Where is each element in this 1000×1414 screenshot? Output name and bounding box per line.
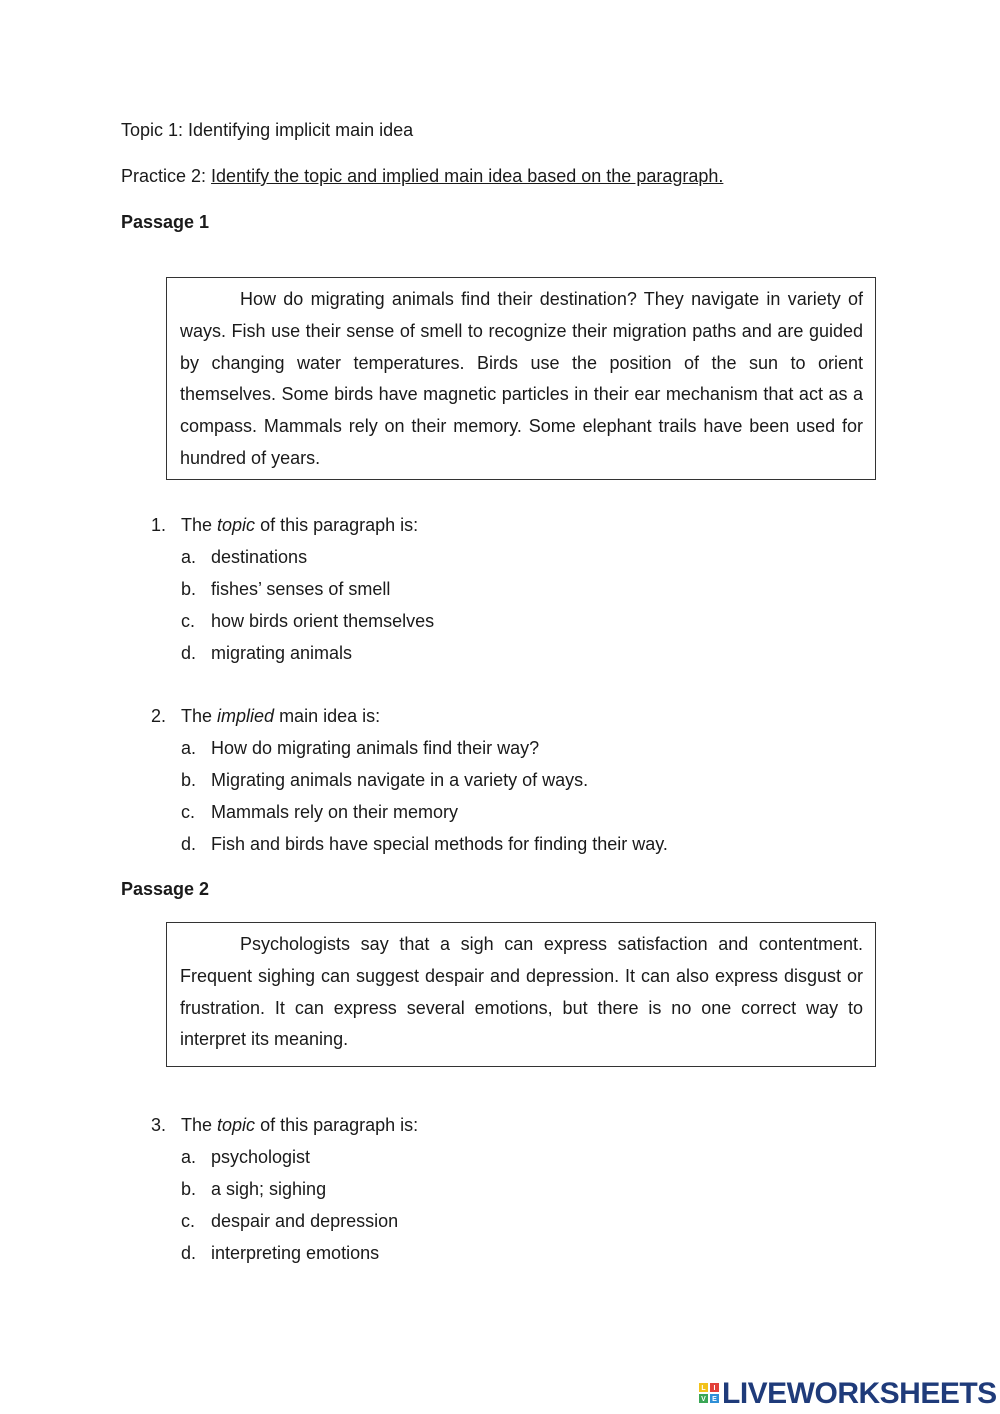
passage-1-box xyxy=(166,277,876,480)
svg-text:E: E xyxy=(712,1396,717,1403)
option-letter: a. xyxy=(181,1147,197,1167)
option-letter: c. xyxy=(181,611,196,631)
practice-instruction: Identify the topic and implied main idea based on the paragraph. xyxy=(211,166,724,186)
option-text: interpreting emotions xyxy=(211,1243,380,1263)
svg-text:I: I xyxy=(713,1385,716,1392)
option-letter: c. xyxy=(181,802,196,822)
option-text: despair and depression xyxy=(211,1211,399,1231)
option-letter: d. xyxy=(181,1243,197,1263)
option-text: how birds orient themselves xyxy=(211,611,435,631)
option-letter: d. xyxy=(181,834,197,854)
question-number: 2. xyxy=(151,706,167,726)
passage-1-text: How do migrating animals find their destination? They navigate in variety of ways. Fish use their sense of smell to recognize their migration paths and are guided by changing water temperatures. Birds use the position of the sun to orient themselves. Some birds have magnetic particles in their ear mechanism that act as a compass. Mammals rely on their memory. Some elephant trails have been used for hundred of years. xyxy=(180,289,863,468)
option-letter: a. xyxy=(181,738,197,758)
option-text: destinations xyxy=(211,547,308,567)
liveworksheets-logo xyxy=(698,1377,997,1411)
option-text: fishes’ senses of smell xyxy=(211,579,391,599)
liveworksheets-logo-icon xyxy=(698,1379,720,1409)
option-letter: d. xyxy=(181,643,197,663)
option-text: Fish and birds have special methods for finding their way. xyxy=(211,834,668,854)
svg-text:V: V xyxy=(701,1396,706,1403)
option-text: Migrating animals navigate in a variety of ways. xyxy=(211,770,589,790)
option-letter: b. xyxy=(181,1179,197,1199)
option-text: psychologist xyxy=(211,1147,311,1167)
passage-2-box xyxy=(166,922,876,1067)
question-text: The topic of this paragraph is: xyxy=(181,515,419,535)
practice-heading xyxy=(121,166,723,187)
option-letter: c. xyxy=(181,1211,196,1231)
question-number: 1. xyxy=(151,515,167,535)
option-letter: b. xyxy=(181,770,197,790)
option-text: Mammals rely on their memory xyxy=(211,802,459,822)
logo-text: LIVEWORKSHEETS xyxy=(722,1377,997,1410)
question-number: 3. xyxy=(151,1115,167,1135)
option-text: How do migrating animals find their way? xyxy=(211,738,540,758)
svg-text:L: L xyxy=(701,1385,706,1392)
topic-heading: Topic 1: Identifying implicit main idea xyxy=(121,120,414,140)
option-text: a sigh; sighing xyxy=(211,1179,327,1199)
practice-prefix: Practice 2: xyxy=(121,166,212,186)
option-letter: a. xyxy=(181,547,197,567)
option-letter: b. xyxy=(181,579,197,599)
passage-2-heading: Passage 2 xyxy=(121,879,210,899)
option-text: migrating animals xyxy=(211,643,353,663)
question-text: The topic of this paragraph is: xyxy=(181,1115,419,1135)
question-text: The implied main idea is: xyxy=(181,706,381,726)
passage-1-heading: Passage 1 xyxy=(121,212,210,232)
passage-2-text: Psychologists say that a sigh can express satisfaction and contentment. Frequent sighing can suggest despair and depression. It can also express disgust or frustration. It can express several emotions, but there is no one correct way to interpret its meaning. xyxy=(180,934,863,1050)
